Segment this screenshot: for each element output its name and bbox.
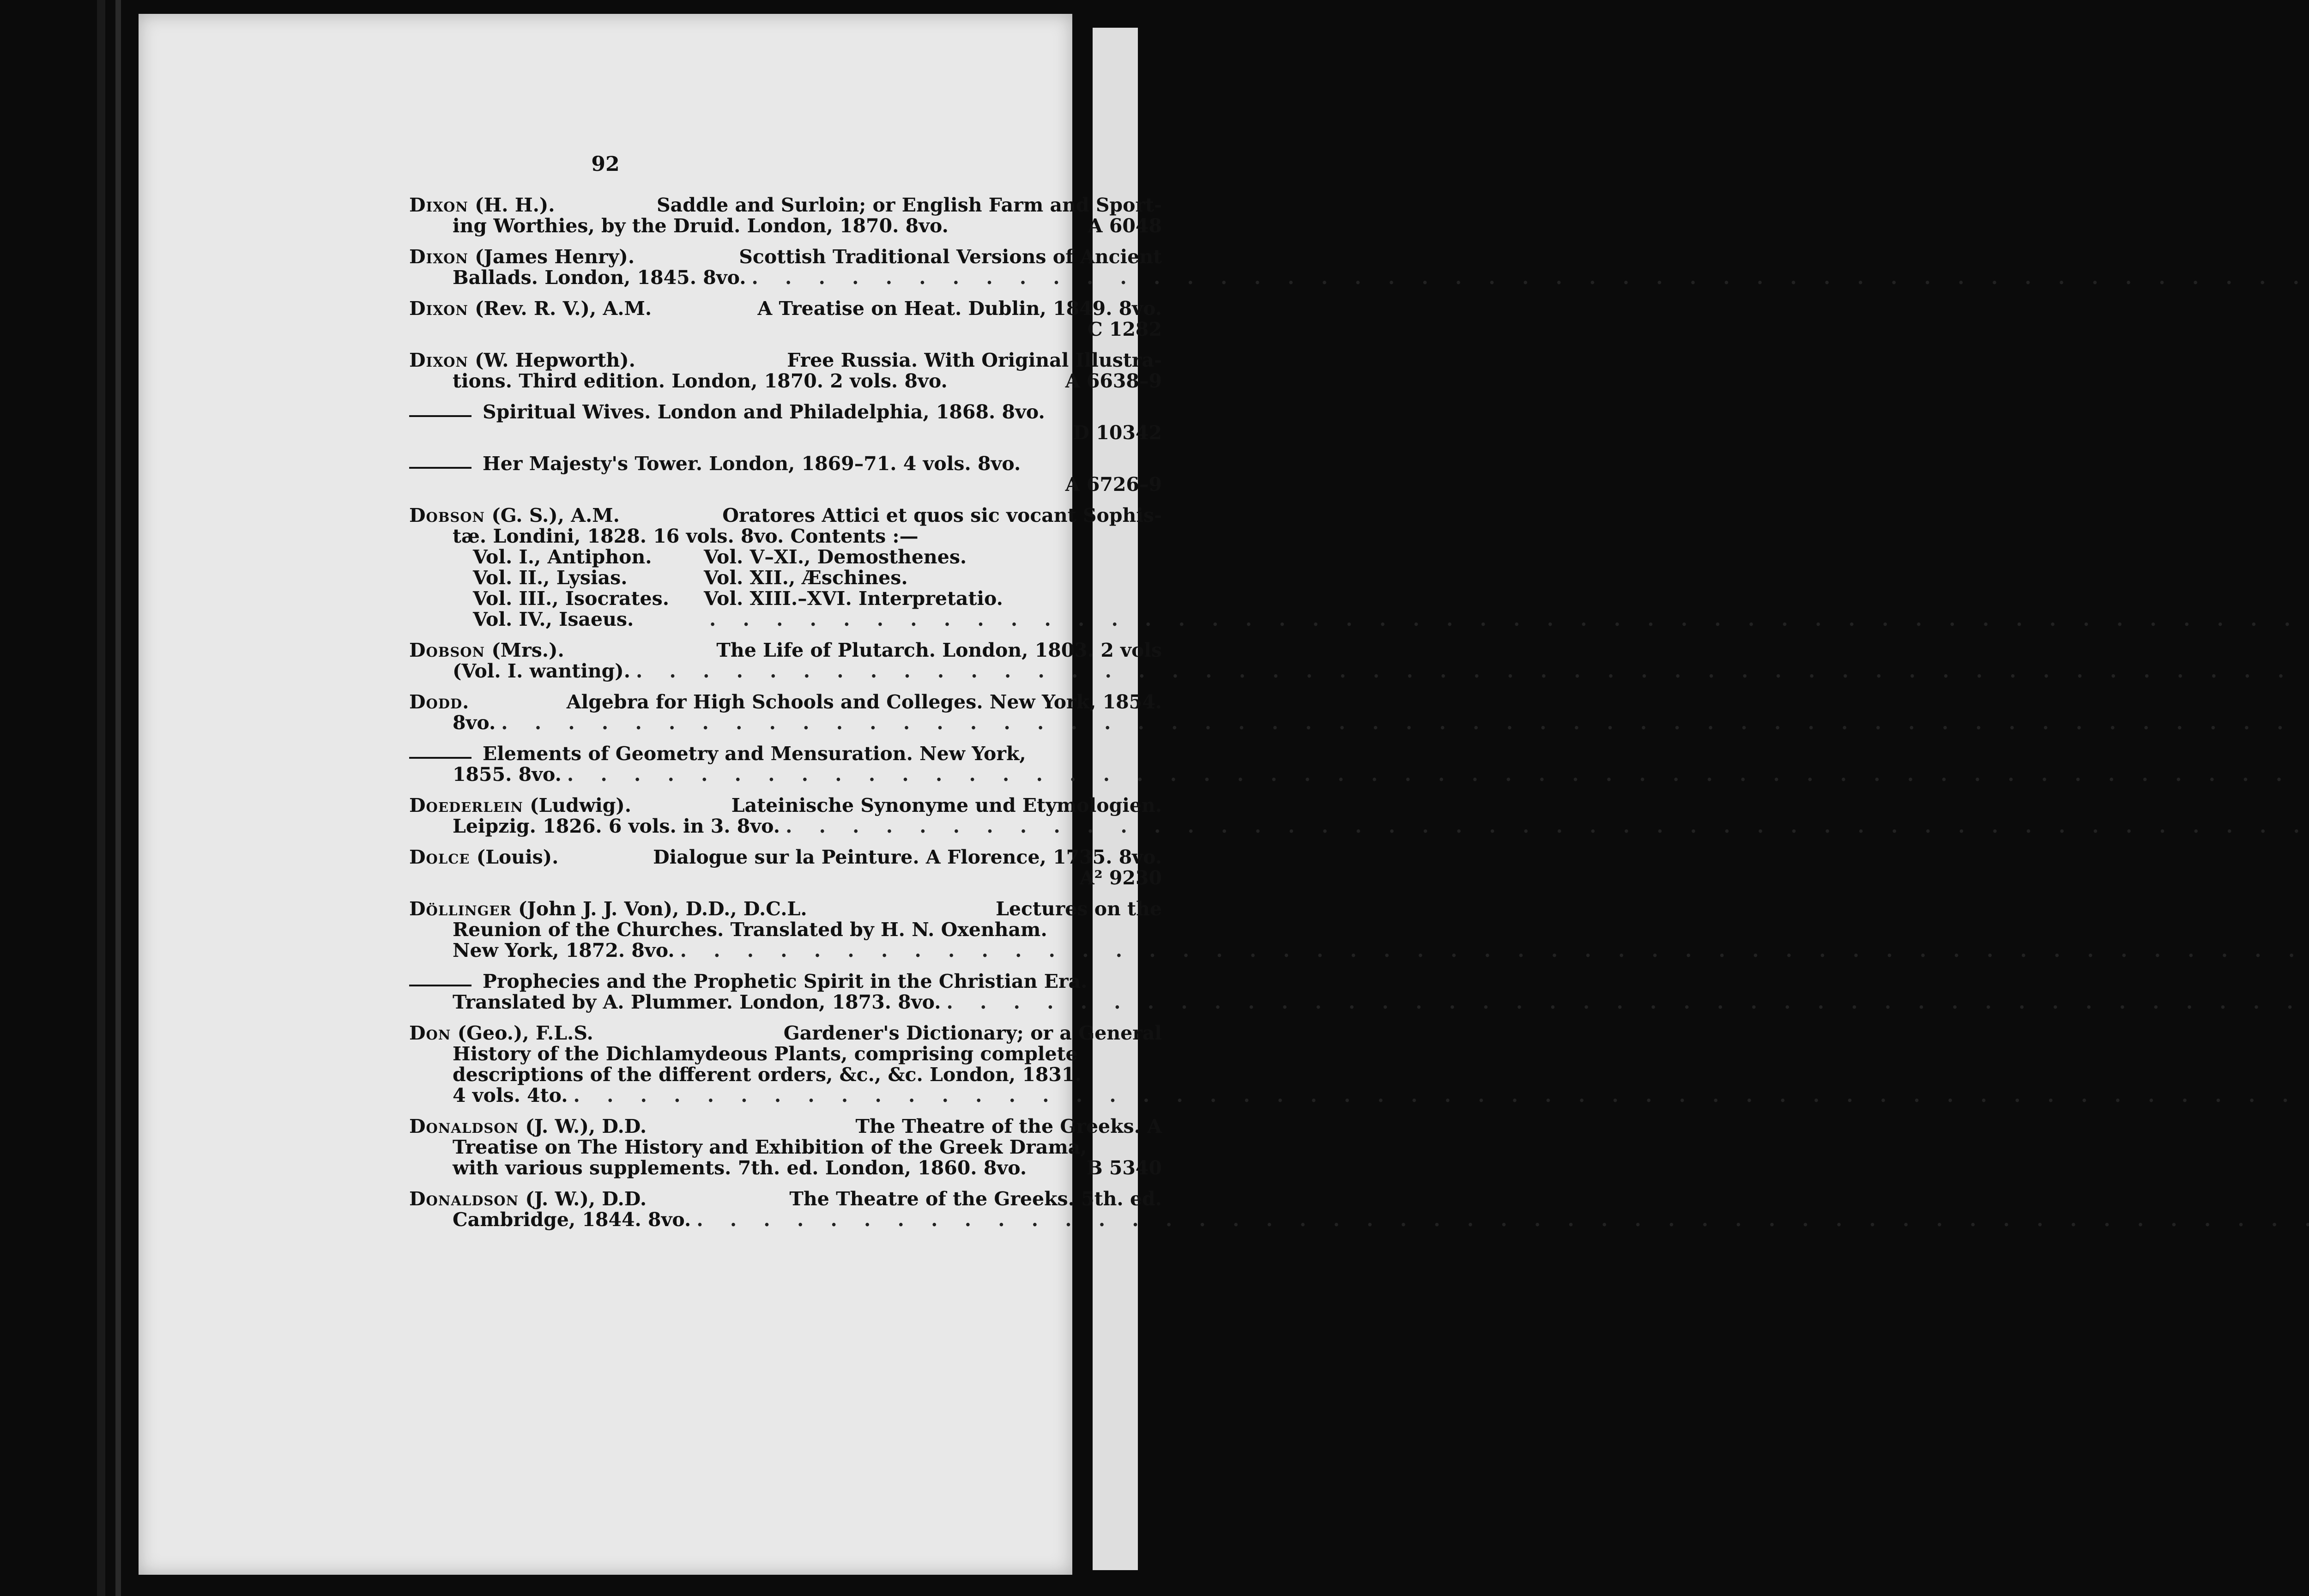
entry-qualifier: (Geo.), F.L.S. [457, 1022, 593, 1044]
catalogue-entry [409, 744, 1162, 785]
entry-title-cont: Reunion of the Churches. Translated by H. N. Oxenham. [453, 919, 1047, 941]
shelf-mark: A 6726–9 [1065, 473, 1162, 496]
entry-author: Dixon [409, 246, 468, 268]
entry-author: Dixon [409, 349, 468, 371]
page-number: 92 [591, 152, 620, 176]
entry-title: Dialogue sur la Peinture. A Florence, 1735. 8vo. [653, 846, 1162, 868]
entry-imprint: with various supplements. 7th. ed. London, 1860. 8vo. [453, 1157, 1027, 1179]
contents-item: Vol. V–XI., Demosthenes. [704, 546, 967, 568]
entry-title: Oratores Attici et quos sic vocant Sophis- [722, 504, 1162, 526]
entry-title: Elements of Geometry and Mensuration. New York, [483, 743, 1026, 765]
entry-imprint: Cambridge, 1844. 8vo. [453, 1209, 691, 1231]
entry-author: Doederlein [409, 794, 523, 816]
entry-title-cont: History of the Dichlamydeous Plants, comprising complete [453, 1043, 1078, 1065]
catalogue-entry [409, 402, 1162, 443]
entry-qualifier: (J. W.), D.D. [525, 1188, 647, 1210]
entry-qualifier: (J. W.), D.D. [525, 1115, 647, 1137]
shelf-mark: B 5340 [1086, 1157, 1162, 1179]
entry-imprint: 8vo. [453, 712, 496, 734]
entry-qualifier: (H. H.). [475, 194, 555, 216]
catalogue-entry [409, 1189, 1162, 1230]
entry-author: Donaldson [409, 1115, 519, 1137]
entry-author: Dobson [409, 504, 485, 526]
shelf-mark: C 1282 [1087, 318, 1162, 340]
entry-imprint: 4 vols. 4to. [453, 1084, 568, 1106]
entry-author: Dixon [409, 297, 468, 320]
ditto-dash [409, 448, 471, 469]
catalogue-entry [409, 350, 1162, 392]
catalogue-entry [409, 1116, 1162, 1179]
entry-title-cont: descriptions of the different orders, &c., &c. London, 1831. [453, 1064, 1082, 1086]
entry-author: Dolce [409, 846, 470, 868]
entry-title: Spiritual Wives. London and Philadelphia, 1868. 8vo. [483, 401, 1045, 423]
contents-list [409, 547, 1162, 630]
entry-title: Lateinische Synonyme und Etymologien. [731, 794, 1162, 816]
contents-item: Vol. XII., Æschines. [704, 567, 908, 589]
entry-qualifier: (G. S.), A.M. [491, 504, 620, 526]
entry-title: The Life of Plutarch. London, 1803. 2 vols [716, 639, 1162, 661]
shelf-mark: A² 9230 [1079, 867, 1162, 889]
entry-qualifier: (James Henry). [475, 246, 635, 268]
shelf-mark: D 10342 [1073, 422, 1162, 444]
ditto-dash [409, 966, 471, 986]
catalogue-entry [409, 640, 1162, 682]
entry-qualifier: (Rev. R. V.), A.M. [475, 297, 652, 320]
catalogue-entry [409, 899, 1162, 961]
entry-author: Döllinger [409, 898, 512, 920]
entry-title: Gardener's Dictionary; or a General [783, 1022, 1162, 1044]
catalogue-entry [409, 847, 1162, 889]
contents-item: Vol. XIII.–XVI. Interpretatio. [704, 587, 1003, 610]
ditto-dash [409, 738, 471, 759]
entry-qualifier: (Louis). [476, 846, 559, 868]
catalogue-entry [409, 795, 1162, 837]
entry-title: Her Majesty's Tower. London, 1869–71. 4 vols. 8vo. [483, 453, 1021, 475]
entry-author: Dobson [409, 639, 485, 661]
entry-title: Saddle and Surloin; or English Farm and Sport- [657, 194, 1162, 216]
entry-imprint: Leipzig. 1826. 6 vols. in 3. 8vo. [453, 815, 780, 837]
entry-imprint: tions. Third edition. London, 1870. 2 vols. 8vo. [453, 370, 948, 392]
entry-title: Scottish Traditional Versions of Ancient [739, 246, 1162, 268]
entry-author: Dodd. [409, 691, 470, 713]
contents-item: Vol. IV., Isaeus. [473, 608, 634, 630]
entry-imprint: Ballads. London, 1845. 8vo. [453, 266, 746, 289]
shelf-mark: A 6638–9 [1065, 370, 1162, 392]
entry-author: Don [409, 1022, 451, 1044]
shelf-mark: A 6048 [1088, 215, 1162, 237]
entry-imprint: ing Worthies, by the Druid. London, 1870. 8vo. [453, 215, 949, 237]
entry-imprint: (Vol. I. wanting). [453, 660, 630, 682]
entry-title: A Treatise on Heat. Dublin, 1849. 8vo. [757, 297, 1162, 320]
ditto-dash [409, 396, 471, 417]
book-edge-left [97, 0, 105, 1596]
catalogue-entry [409, 247, 1162, 288]
contents-item: Vol. II., Lysias. [473, 567, 628, 589]
contents-item: Vol. I., Antiphon. [473, 546, 652, 568]
entry-author: Dixon [409, 194, 468, 216]
entry-qualifier: (W. Hepworth). [475, 349, 635, 371]
catalogue-entry [409, 971, 1162, 1013]
entry-title: Algebra for High Schools and Colleges. New York, 1854. [566, 691, 1162, 713]
catalogue-entry [409, 1023, 1162, 1106]
catalogue-entry [409, 453, 1162, 495]
entry-imprint: Translated by A. Plummer. London, 1873. 8vo. [453, 991, 941, 1013]
catalogue-entries [409, 195, 1162, 1240]
entry-title: The Theatre of the Greeks. 5th. ed. [789, 1188, 1162, 1210]
catalogue-entry [409, 298, 1162, 340]
catalogue-page [139, 14, 1162, 1575]
entry-author: Donaldson [409, 1188, 519, 1210]
entry-qualifier: (Mrs.). [491, 639, 564, 661]
contents-item: Vol. III., Isocrates. [473, 587, 669, 610]
catalogue-entry [409, 692, 1162, 733]
entry-imprint: tæ. Londini, 1828. 16 vols. 8vo. Contents :— [453, 525, 919, 547]
entry-title: Lectures on the [996, 898, 1162, 920]
entry-imprint: New York, 1872. 8vo. [453, 939, 675, 961]
catalogue-entry [409, 195, 1162, 236]
entry-title: The Theatre of the Greeks. A [855, 1115, 1162, 1137]
entry-qualifier: (Ludwig). [530, 794, 632, 816]
entry-title-cont: Treatise on The History and Exhibition of the Greek Drama, [453, 1136, 1087, 1158]
entry-title: Free Russia. With Original Illustra- [787, 349, 1162, 371]
entry-qualifier: (John J. J. Von), D.D., D.C.L. [518, 898, 807, 920]
entry-title: Prophecies and the Prophetic Spirit in the Christian Era. [483, 970, 1088, 992]
book-edge-left-inner [115, 0, 121, 1596]
catalogue-entry [409, 505, 1162, 630]
entry-imprint: 1855. 8vo. [453, 763, 562, 786]
